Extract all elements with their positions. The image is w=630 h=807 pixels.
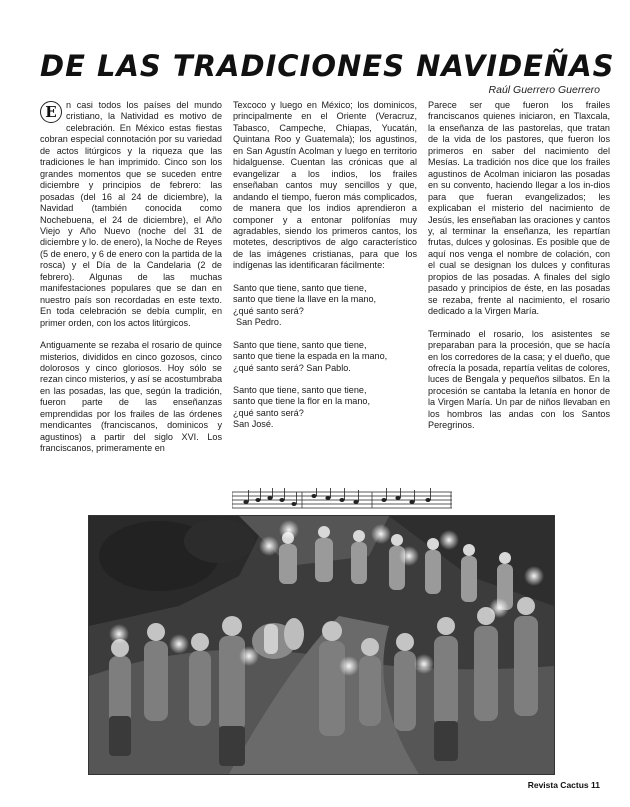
verse-line: ¿qué santo será? San Pablo. bbox=[233, 362, 351, 373]
article-title: DE LAS TRADICIONES NAVIDEÑAS bbox=[40, 49, 615, 83]
verse-san-pablo bbox=[233, 340, 417, 374]
verse-line: San José. bbox=[233, 419, 274, 430]
paragraph-intro bbox=[40, 100, 222, 329]
verse-line: San Pedro. bbox=[236, 317, 282, 328]
paragraph-orders: Texcoco y luego en México; los dominicos, principalmente en el Oriente (Veracruz, Tabasco, Campeche, Chiapas, Yucatán, Quintana Roo y Guatemala); los agustinos, en San Agustín Acolman y luego en territorio hidalguense. Cuentan las crónicas que al evangelizar a los indios, los frailes enseñaban cantos muy sencillos y que, andando el tiempo, fueron más complicados, de manera que los indios aprendieron a componer y a entonar polifonías muy agradables, siendo los primeros cantos, los motetes, descriptivos de algo característico de las imágenes cristianas, para que los indígenas las identificaran fácilmente: bbox=[233, 100, 417, 271]
verse-line: santo que tiene la llave en la mano, bbox=[233, 294, 377, 305]
paragraph-procesion: Terminado el rosario, los asistentes se preparaban para la procesión, que se hacía en los corredores de la casa; y el dueño, que ofrecía la posada, repartía velitas de colores, luces de Bengala y pequeños silbatos. En la procesión se cantaba la letanía en honor de la Virgen María. Un par de niños llevaban en los hombros las andas con los Santos Peregrinos. bbox=[428, 328, 610, 431]
verse-line: Santo que tiene, santo que tiene, bbox=[233, 384, 367, 395]
paragraph-intro-text: n casi todos los países del mundo cristiano, la Natividad es motivo de celebración. En México estas fiestas cobran especial connotación por su variedad de actos litúrgicos y la riqueza que las tradiciones le han imprimido. Cinco son los grandes momentos que se suceden entre diciembre y principios de febrero: las posadas (del 16 al 24 de diciembre), la Navidad (también conocida como Nochebuena, el 24 de diciembre), el Año Viejo y Año Nuevo (noche del 31 de diciembre y lo. de enero), la Noche de Reyes (5 de enero, y 6 de enero con la partida de la rosca) y el Día de la Candelaria (2 de febrero). Algunas de las muchas manifestaciones populares que se dan en nuestro país son recordadas en este texto. En toda celebración se debía cumplir, en primer orden, con los actos litúrgicos. bbox=[40, 100, 222, 328]
posada-procession-mural-image bbox=[88, 515, 555, 775]
article-author: Raúl Guerrero Guerrero bbox=[488, 84, 600, 96]
column-3 bbox=[428, 100, 610, 443]
verse-line: ¿qué santo será? bbox=[233, 305, 304, 316]
verse-line: Santo que tiene, santo que tiene, bbox=[233, 339, 367, 350]
drop-cap: E bbox=[40, 101, 62, 123]
paragraph-rosario: Antiguamente se rezaba el rosario de quince misterios, divididos en cinco gozosos, cinco dolorosos y cinco gloriosos. Hoy sólo se rezan cinco misterios, y así se acostumbraba en las posadas, las que, según la tradición, fueron parte de las enseñanzas emprendidas por los frailes de las órdenes mendicantes (franciscanos, dominicos y agustinos) a partir del siglo XVI. Los franciscanos, primeramente en bbox=[40, 340, 222, 454]
verse-line: santo que tiene la flor en la mano, bbox=[233, 396, 371, 407]
page-footer: Revista Cactus 11 bbox=[527, 780, 600, 790]
column-1 bbox=[40, 100, 222, 466]
column-2 bbox=[233, 100, 417, 442]
paragraph-pastorelas: Parece ser que fueron los frailes franciscanos quienes iniciaron, en Tlaxcala, la enseñanza de las pastorelas, que tratan de la vida de los pastores, que fueron los primeros en saber del nacimiento del Mesías. La tradición nos dice que los frailes agustinos de Acolman iniciaron las posadas en su convento, haciendo llegar a los in-dios para que fueran evangelizados; les explicaban el misterio del nacimiento de Jesús, les enseñaban las oraciones y cantos y, al terminar la enseñanza, les repartían frutas, dulces y golosinas. Es posible que de aquí nos venga el nombre de colación, con el cual se designan los dulces y confituras propios de las posadas. A finales del siglo pasado y principios de éste, en las posadas se rezaba, frente al nacimiento, el rosario dedicado a la Virgen María. bbox=[428, 100, 610, 317]
verse-san-pedro bbox=[233, 283, 417, 329]
verse-line: Santo que tiene, santo que tiene, bbox=[233, 282, 367, 293]
verse-line: santo que tiene la espada en la mano, bbox=[233, 351, 388, 362]
verse-san-jose bbox=[233, 385, 417, 431]
music-staff-icon bbox=[232, 487, 452, 513]
verse-line: ¿qué santo será? bbox=[233, 407, 304, 418]
